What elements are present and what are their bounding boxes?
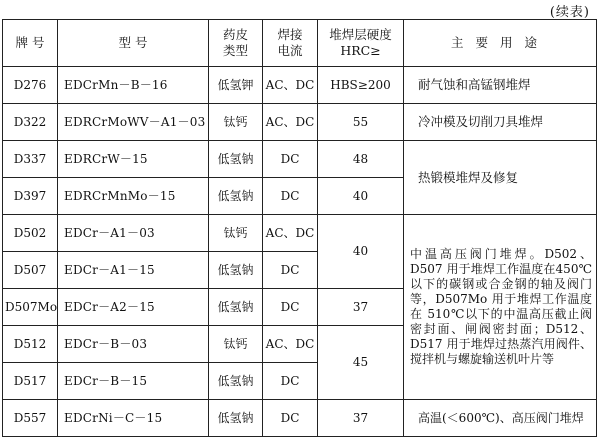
brand-cell: D507Mo	[3, 289, 58, 326]
model-cell: EDRCrMnMo－15	[58, 178, 209, 215]
header-current-line1: 焊接	[277, 27, 303, 43]
coating-cell: 低氢钠	[209, 400, 263, 437]
header-coating-line2: 类型	[222, 43, 248, 58]
brand-cell: D276	[3, 67, 58, 104]
coating-cell: 钛钙	[209, 104, 263, 141]
table-row	[3, 215, 597, 252]
usage-cell-merged: 热锻模堆焊及修复	[404, 141, 597, 215]
header-usage: 主要用途	[404, 20, 597, 67]
brand-cell: D322	[3, 104, 58, 141]
current-cell: DC	[263, 363, 318, 400]
model-cell: EDRCrW－15	[58, 141, 209, 178]
current-cell: AC、DC	[263, 326, 318, 363]
hardness-cell: 48	[318, 141, 404, 178]
model-cell: EDRCrMoWV－A1－03	[58, 104, 209, 141]
hardness-cell: 55	[318, 104, 404, 141]
header-hardness	[318, 20, 404, 67]
current-cell: AC、DC	[263, 67, 318, 104]
model-cell: EDCrNi－C－15	[58, 400, 209, 437]
brand-cell: D337	[3, 141, 58, 178]
electrode-spec-table	[2, 19, 597, 437]
usage-cell-merged: 中温高压阀门堆焊。D502、D507 用于堆焊工作温度在450℃以下的碳钢或合金钢的轴及阀门等，D507Mo 用于堆焊工作温度在 510℃以下的中温高压截止阀密封面、闸阀密封面；D512、D517 用于堆焊过热蒸汽用阀件、搅拌机与螺旋输送机叶片等	[404, 215, 597, 400]
coating-cell: 低氢钠	[209, 363, 263, 400]
current-cell: AC、DC	[263, 215, 318, 252]
header-hardness-line2: HRC≥	[340, 43, 381, 58]
model-cell: EDCr－A1－03	[58, 215, 209, 252]
hardness-cell-merged: 40	[318, 215, 404, 289]
model-cell: EDCr－B－15	[58, 363, 209, 400]
header-coating	[209, 20, 263, 67]
coating-cell: 低氢钠	[209, 178, 263, 215]
current-cell: DC	[263, 141, 318, 178]
current-cell: DC	[263, 178, 318, 215]
current-cell: DC	[263, 252, 318, 289]
header-coating-line1: 药皮	[222, 27, 248, 43]
table-row	[3, 141, 597, 178]
usage-cell: 冷冲模及切削刀具堆焊	[404, 104, 597, 141]
brand-cell: D502	[3, 215, 58, 252]
current-cell: DC	[263, 400, 318, 437]
brand-cell: D507	[3, 252, 58, 289]
continued-label: (续表)	[549, 5, 590, 20]
header-current	[263, 20, 318, 67]
coating-cell: 低氢钠	[209, 289, 263, 326]
hardness-cell: 37	[318, 289, 404, 326]
header-hardness-line1: 堆焊层硬度	[329, 27, 392, 43]
brand-cell: D557	[3, 400, 58, 437]
header-row	[3, 20, 597, 67]
current-cell: DC	[263, 289, 318, 326]
table-row	[3, 67, 597, 104]
header-model: 型 号	[58, 20, 209, 67]
brand-cell: D517	[3, 363, 58, 400]
brand-cell: D397	[3, 178, 58, 215]
model-cell: EDCrMn－B－16	[58, 67, 209, 104]
model-cell: EDCr－B－03	[58, 326, 209, 363]
coating-cell: 低氢钠	[209, 141, 263, 178]
header-current-line2: 电流	[277, 43, 303, 58]
coating-cell: 低氢钾	[209, 67, 263, 104]
hardness-cell: 40	[318, 178, 404, 215]
usage-cell: 耐气蚀和高锰钢堆焊	[404, 67, 597, 104]
brand-cell: D512	[3, 326, 58, 363]
hardness-cell: HBS≥200	[318, 67, 404, 104]
coating-cell: 钛钙	[209, 215, 263, 252]
table-row	[3, 104, 597, 141]
table-row	[3, 400, 597, 437]
header-brand: 牌 号	[3, 20, 58, 67]
hardness-cell-merged: 45	[318, 326, 404, 400]
usage-cell: 高温(＜600℃)、高压阀门堆焊	[404, 400, 597, 437]
model-cell: EDCr－A1－15	[58, 252, 209, 289]
coating-cell: 低氢钠	[209, 252, 263, 289]
coating-cell: 钛钙	[209, 326, 263, 363]
hardness-cell: 37	[318, 400, 404, 437]
model-cell: EDCr－A2－15	[58, 289, 209, 326]
current-cell: AC、DC	[263, 104, 318, 141]
